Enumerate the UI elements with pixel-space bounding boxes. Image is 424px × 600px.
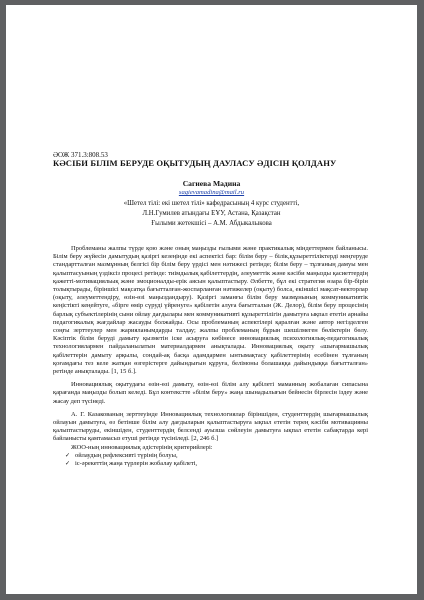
- paragraph: ЖОО-ның инновациялық әдістерінің критерийлері:: [71, 443, 213, 451]
- supervisor-line: Ғылыми жетекшісі – А.М. Абдыкалыкова: [151, 220, 272, 227]
- affiliation-line: Л.Н.Гумилев атындағы ЕҰУ, Астана, Қазақстан: [142, 210, 281, 217]
- paragraph: Проблеманы жалпы түрде қою және оның маңызды ғылыми және практикалық міндеттермен байланысы. Білім беру жүйесін дамытудың қазіргі кезеңінде екі аспектісі бар: білім беру – білік,құзыреттiлiктерді меңгеруде стандартталған мазмұнның белгісі бір білім беру үрдісі мен нәтижесі ретінде; білім беру – тұлғаның дамуы мен қалыптасуының үздіксіз процесі ретінде: тиімдылық қабілеттердің, әлеуметтік және кәсіби маңызды қасиеттердің қажетті-мотивацияльық және эмоционалды-ерік аясын қалыптастыру. Әлбетте, бұл екі стратегия өзара бір-бірін толықтырады, біріншісі мақсатқа бағытталған-жоспарланған нәтижелер (оқыту) болса, екіншісі мақсат-векторлар (оқыту, әлеуметтендіру, өзін-өзі маңыздандыру). Қазіргі заманғы білім беру мазмұнының коммуникативтік кеңістікті кеңейтуге, «бірге өмір сүруді үйренуге» қабілетін алуға бағытталын (Ж. Делор), білім беру процесінің барлық субъектілерінің сыни ойлау дағдылары мен коммуникативті құзыреттiлiгiн дамытуға ықпал ететін арнайы педагогикалық жағдайлар жасауды болжайды. Осы проблеманың аспектілері қаралған және автор негізделген соңғы зерттеулер мен жарияланымдарды талдау; жалпы проблеманың бұрын шешілмеген бөліктерін бөлу. Кәсіптік білім беруді дамыту қызметін іске асыруға көбінесе инновациялық психологиялық-педагогикалық технологиялармен пайдаланылатын материалдармен анықталады. Инновациялық оқыту «шығармашылық қабілеттерін дамыту арқылы, сондай-ақ басқа адамдармен ынтымақтасу қабілеттерінің есебінен тұлғаның қоғамдағы тез келе жатқан өзгерістерге дайындығын құруға, белімоны болашаққа дайындыққа бағытталған» ретінде анықталады. [1, 15 б.].: [53, 245, 368, 376]
- list-item-text: іс-әрекеттің жаңа түрлерін жобалау қабілеті,: [75, 460, 198, 468]
- author-name: Сагиева Мадина: [182, 179, 241, 188]
- paragraph: Инновациялық оқытудағы өзін-өзі дамыту, өзін-өзі білім алу қабілеті маманның жобалаған сипасына қарағанда маңызды болып келеді. Бұл контекстте «білім беру» жаңа шынадылығын бейнесін бірлесін іздеу және жасау деп түсінеді.: [53, 381, 368, 405]
- affiliation-line: «Шетел тілі: екі шетел тілі» кафедрасының 4 курс студенттi,: [123, 200, 300, 207]
- check-mark-icon: ✓: [65, 461, 71, 468]
- udc-code: ӘОЖ 371.3:808.53: [53, 151, 108, 159]
- list-item-text: ойлаудың рефлексивті түрінің болуы,: [75, 451, 178, 459]
- author-email-link[interactable]: sagievamadina@mail.ru: [178, 189, 245, 196]
- paper-title: КӘСІБИ БІЛІМ БЕРУДЕ ОҚЫТУДЫҢ ДАУЛАСУ ӘДІСІН ҚОЛДАНУ: [53, 158, 337, 168]
- body-text: [53, 245, 368, 468]
- paragraph: А. Г. Казакованың зерттеуінде Инновациялық технологиялар біріншіден, студенттердің шығармашылық ойлауын дамытуға, өз бетінше білім алу дағдыларын қалыптастыруға ықпал ететін терең кәсіби мотивацияны қалыптастыруды, екіншіден, студенттердің белсенді ауызша сөйлеуін дамытуға ықпал ететін сабақтарда кері байланысты қамтамасыз етуші ретінде түсініледі. [2, 246 б.]: [53, 410, 368, 443]
- list-item: [53, 452, 368, 460]
- list-item: [53, 460, 368, 468]
- check-mark-icon: ✓: [65, 452, 71, 459]
- document-page: [6, 5, 417, 594]
